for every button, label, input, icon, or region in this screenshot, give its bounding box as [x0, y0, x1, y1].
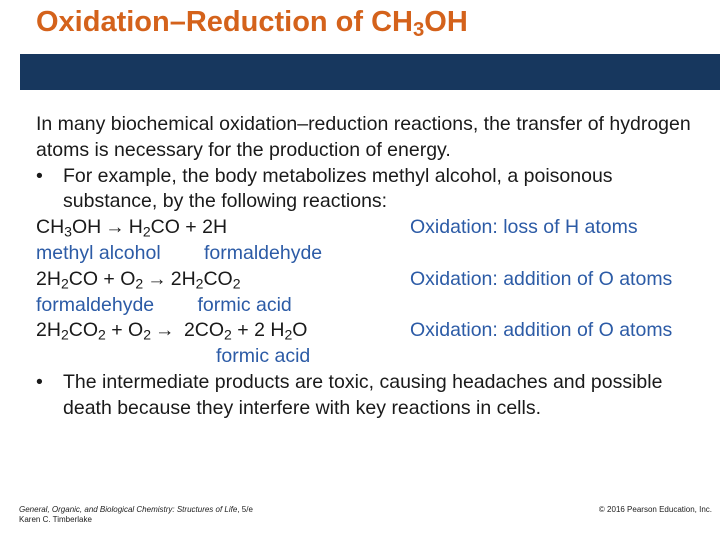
footer-citation: [19, 505, 253, 525]
subscript: 2: [224, 326, 232, 343]
footer-book-title: General, Organic, and Biological Chemistry: Structures of Life: [19, 505, 238, 514]
arrow-icon: →: [147, 267, 167, 290]
equation-part: 2H: [36, 319, 61, 342]
equation-part: CH: [36, 216, 65, 239]
subscript: 2: [143, 326, 152, 343]
equation-part: H: [128, 216, 143, 239]
equation-part: + 2 H: [231, 319, 285, 342]
arrow-icon: →: [155, 319, 175, 342]
title-main: Oxidation–Reduction of CH: [36, 6, 413, 38]
equation-part: CO + O: [68, 267, 136, 290]
subscript: 2: [60, 275, 69, 292]
subscript: 2: [142, 223, 151, 240]
equation-text: [36, 216, 227, 238]
equation-part: CO: [68, 319, 98, 342]
bullet-icon: •: [36, 370, 43, 393]
title-tail: OH: [424, 6, 468, 38]
subscript: 2: [232, 275, 241, 292]
intro-paragraph: In many biochemical oxidation–reduction reactions, the transfer of hydrogen atoms is necessary for the production of energy.: [36, 113, 691, 161]
subscript: 2: [135, 275, 144, 292]
equation-part: CO: [203, 267, 233, 290]
footer-author: Karen C. Timberlake: [19, 515, 92, 524]
subscript: 2: [284, 326, 293, 343]
oxidation-note: Oxidation: addition of O atoms: [410, 267, 673, 290]
equation-part: 2CO: [178, 319, 225, 342]
equation-part: + O: [105, 319, 144, 342]
reaction-equation: [36, 267, 708, 293]
compound-names: formaldehyde formic acid: [36, 293, 292, 316]
bullet-icon: •: [36, 164, 43, 187]
reaction-equation: [36, 318, 708, 344]
equation-text: [36, 268, 241, 290]
bullet-toxicity: [36, 370, 708, 422]
bullet-example: [36, 164, 708, 216]
subscript: 2: [98, 326, 106, 343]
compound-names: formic acid: [216, 345, 311, 368]
oxidation-note: Oxidation: loss of H atoms: [410, 216, 638, 239]
compound-names: methyl alcohol formaldehyde: [36, 241, 323, 264]
reaction-equation: [36, 215, 708, 241]
slide-title: [36, 6, 468, 42]
equation-part: 2H: [170, 267, 196, 290]
footer-copyright: © 2016 Pearson Education, Inc.: [598, 505, 712, 514]
equation-part: OH: [71, 216, 102, 239]
reaction-list: [36, 215, 708, 370]
equation-text: [36, 319, 307, 341]
subscript: 3: [64, 223, 72, 240]
footer-edition: , 5/e: [237, 505, 253, 514]
bullet-example-text: For example, the body metabolizes methyl alcohol, a poisonous substance, by the following reactions:: [63, 164, 613, 213]
title-divider-bar: [20, 54, 720, 90]
title-subscript: 3: [413, 19, 425, 42]
subscript: 2: [195, 275, 204, 292]
oxidation-note: Oxidation: addition of O atoms: [410, 319, 673, 342]
equation-part: O: [292, 319, 308, 342]
equation-part: 2H: [36, 267, 61, 290]
subscript: 2: [60, 326, 69, 343]
equation-part: CO + 2H: [150, 216, 228, 239]
bullet-toxicity-text: The intermediate products are toxic, causing headaches and possible death because they interfere with key reactions in cells.: [63, 370, 663, 419]
slide-body: [36, 112, 708, 422]
arrow-icon: →: [105, 216, 125, 239]
